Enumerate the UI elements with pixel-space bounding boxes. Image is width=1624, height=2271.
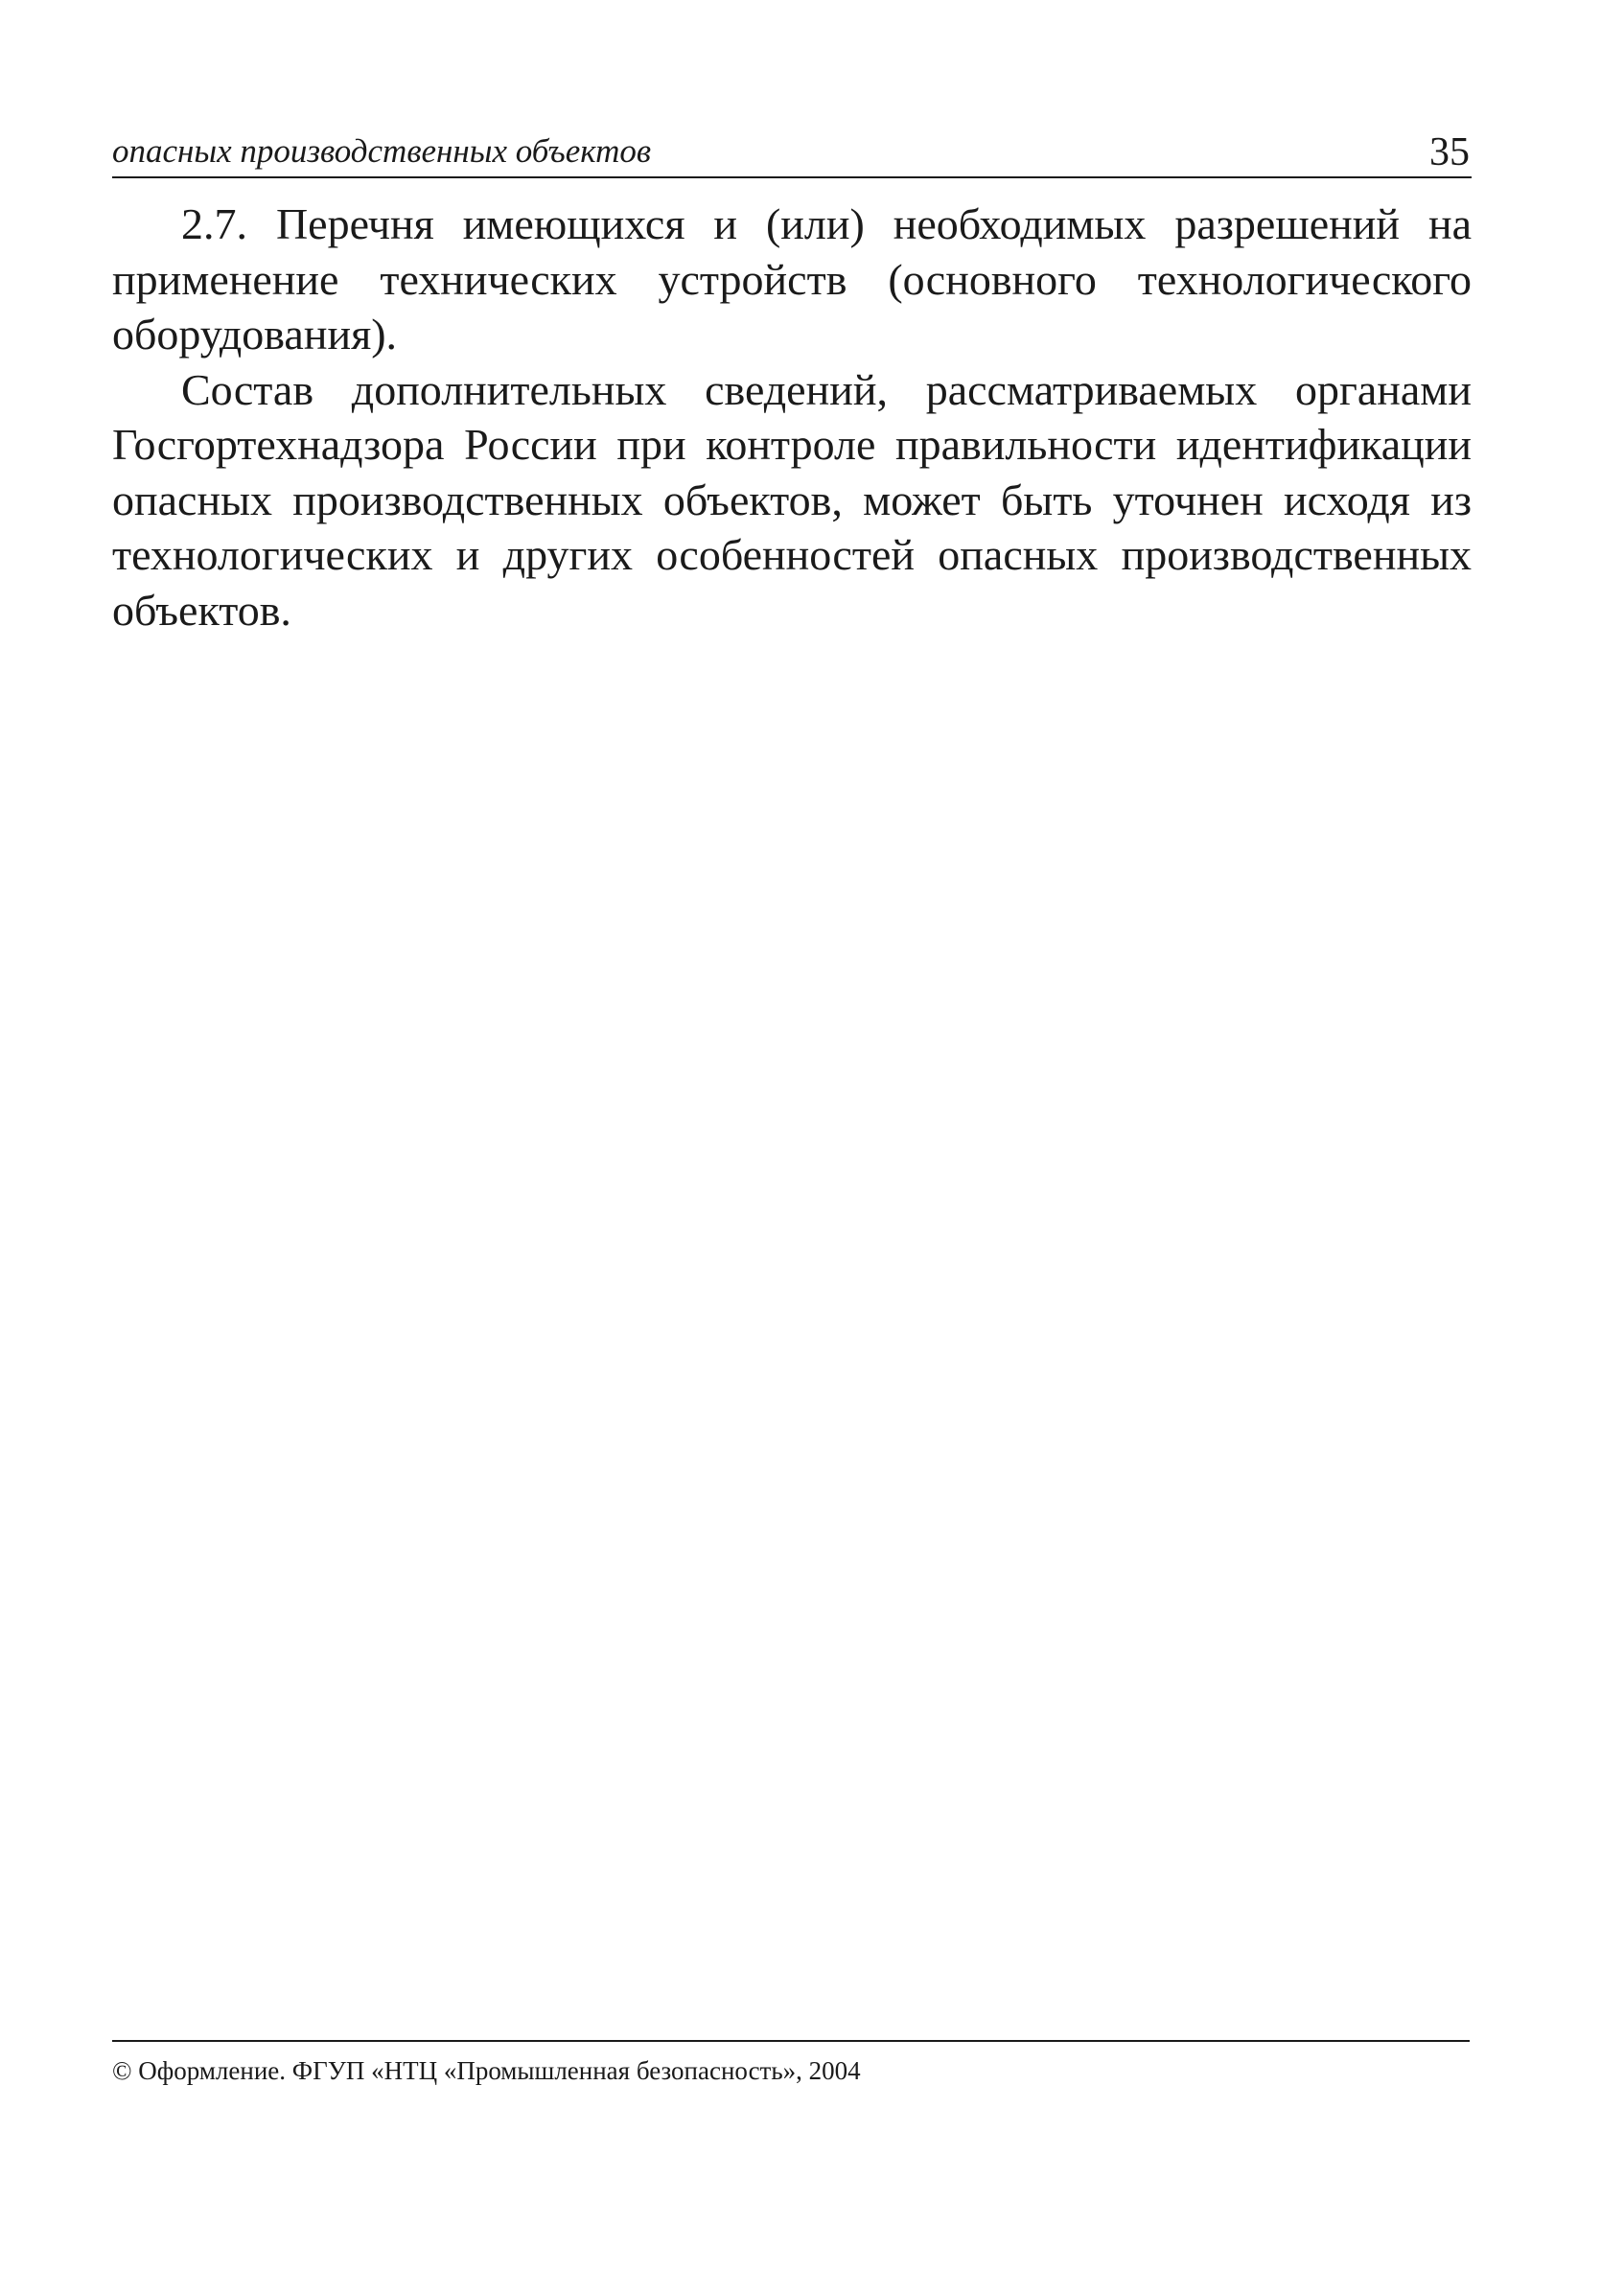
footer-divider [112, 2040, 1470, 2042]
footer-copyright: © Оформление. ФГУП «НТЦ «Промышленная безопасность», 2004 [112, 2056, 861, 2085]
page-number: 35 [1429, 130, 1470, 174]
running-header [112, 127, 1472, 178]
paragraph-item-2-7: 2.7. Перечня имеющихся и (или) необходимых разрешений на применение технических устройств (основного технологического оборудования). [112, 199, 1472, 359]
running-title: опасных производственных объектов [112, 132, 652, 170]
body-text [112, 197, 1472, 637]
paragraph-additional-info: Состав дополнительных сведений, рассматриваемых органами Госгортехнадзора России при контроле правильности идентификации опасных производственных объектов, может быть уточнен исходя из технологических и других особенностей опасных производственных объектов. [112, 364, 1472, 635]
